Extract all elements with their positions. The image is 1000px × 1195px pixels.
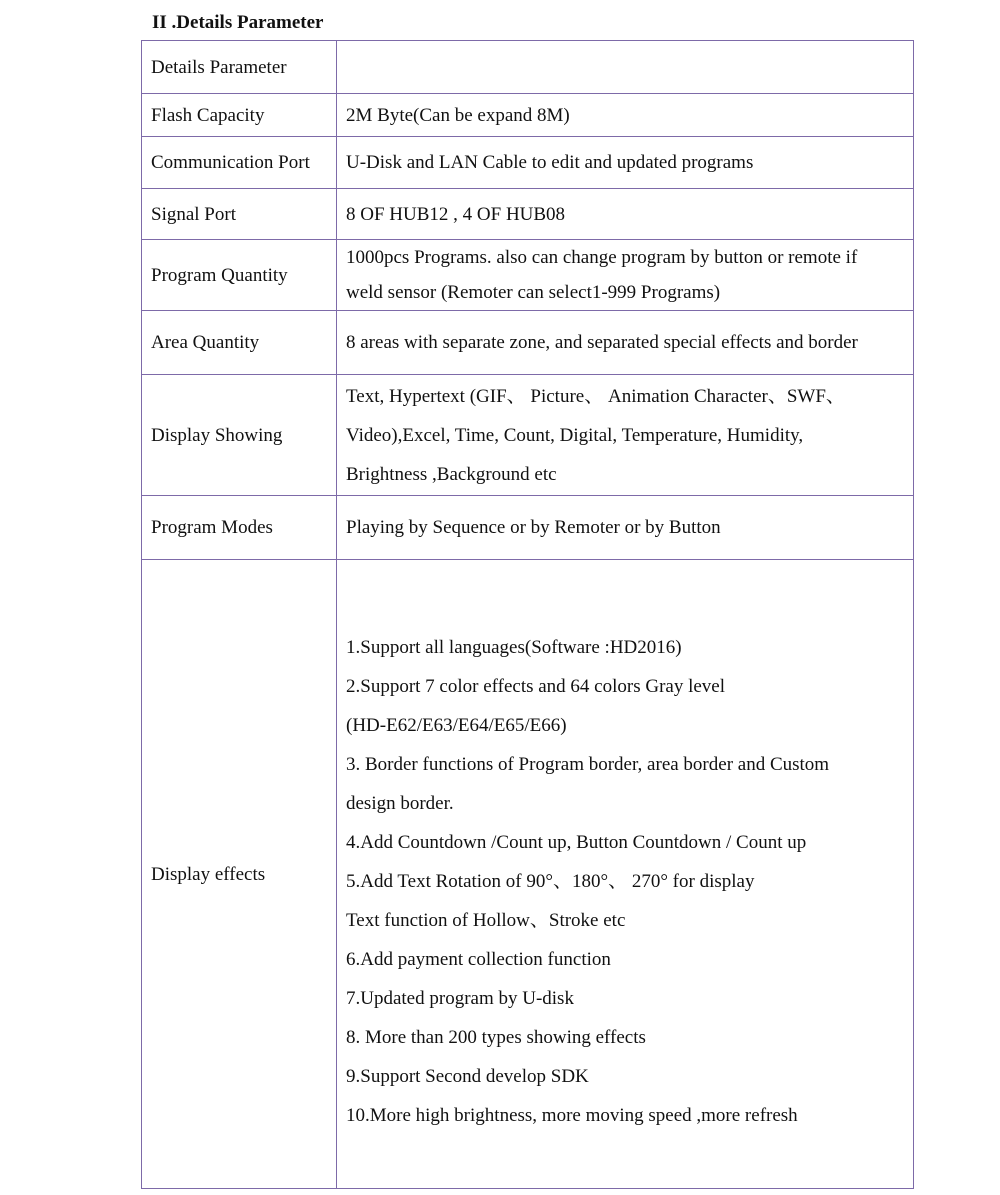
value-line: 2M Byte(Can be expand 8M) [346,104,570,126]
value-line: 1.Support all languages(Software :HD2016) [346,636,682,658]
row-value [337,560,914,1189]
row-value [337,41,914,94]
value-line: 6.Add payment collection function [346,948,611,970]
table-row [142,41,914,94]
table-row [142,311,914,375]
row-label: Display Showing [142,375,337,496]
row-label: Details Parameter [142,41,337,94]
row-label: Display effects [142,560,337,1189]
row-value [337,375,914,496]
value-line: Video),Excel, Time, Count, Digital, Temperature, Humidity, [346,424,804,446]
table-row [142,240,914,311]
value-line: Text function of Hollow、Stroke etc [346,909,626,931]
value-line: 8. More than 200 types showing effects [346,1026,646,1048]
value-line: 4.Add Countdown /Count up, Button Countdown / Count up [346,831,807,853]
table-row [142,189,914,240]
row-value [337,496,914,560]
table-row [142,94,914,137]
details-parameter-table [141,40,914,1189]
table-row [142,137,914,189]
value-line: 9.Support Second develop SDK [346,1065,589,1087]
row-label: Area Quantity [142,311,337,375]
section-heading: II .Details Parameter [152,12,324,33]
value-line: Text, Hypertext (GIF、 Picture、 Animation Character、SWF、 [346,385,845,407]
row-label: Signal Port [142,189,337,240]
value-line: weld sensor (Remoter can select1-999 Programs) [346,282,721,303]
value-line: 1000pcs Programs. also can change program by button or remote if [346,247,858,268]
value-line: 7.Updated program by U-disk [346,987,574,1009]
row-value [337,94,914,137]
value-line: 5.Add Text Rotation of 90°、180°、 270° for display [346,870,755,892]
row-label: Flash Capacity [142,94,337,137]
value-line: 3. Border functions of Program border, area border and Custom [346,753,830,775]
row-label: Communication Port [142,137,337,189]
table-row [142,375,914,496]
value-line: 2.Support 7 color effects and 64 colors Gray level [346,675,726,697]
value-line: 8 areas with separate zone, and separated special effects and border [346,332,858,353]
value-line: 8 OF HUB12 , 4 OF HUB08 [346,203,566,225]
row-value [337,137,914,189]
value-line: Brightness ,Background etc [346,463,557,485]
row-label: Program Quantity [142,240,337,311]
value-line: (HD-E62/E63/E64/E65/E66) [346,714,567,736]
row-value [337,189,914,240]
table-row [142,560,914,1189]
value-line: Playing by Sequence or by Remoter or by Button [346,517,721,538]
table-row [142,496,914,560]
value-line: 10.More high brightness, more moving speed ,more refresh [346,1104,798,1126]
value-line: U-Disk and LAN Cable to edit and updated programs [346,151,754,173]
row-label: Program Modes [142,496,337,560]
row-value [337,311,914,375]
row-value [337,240,914,311]
value-line: design border. [346,792,454,814]
